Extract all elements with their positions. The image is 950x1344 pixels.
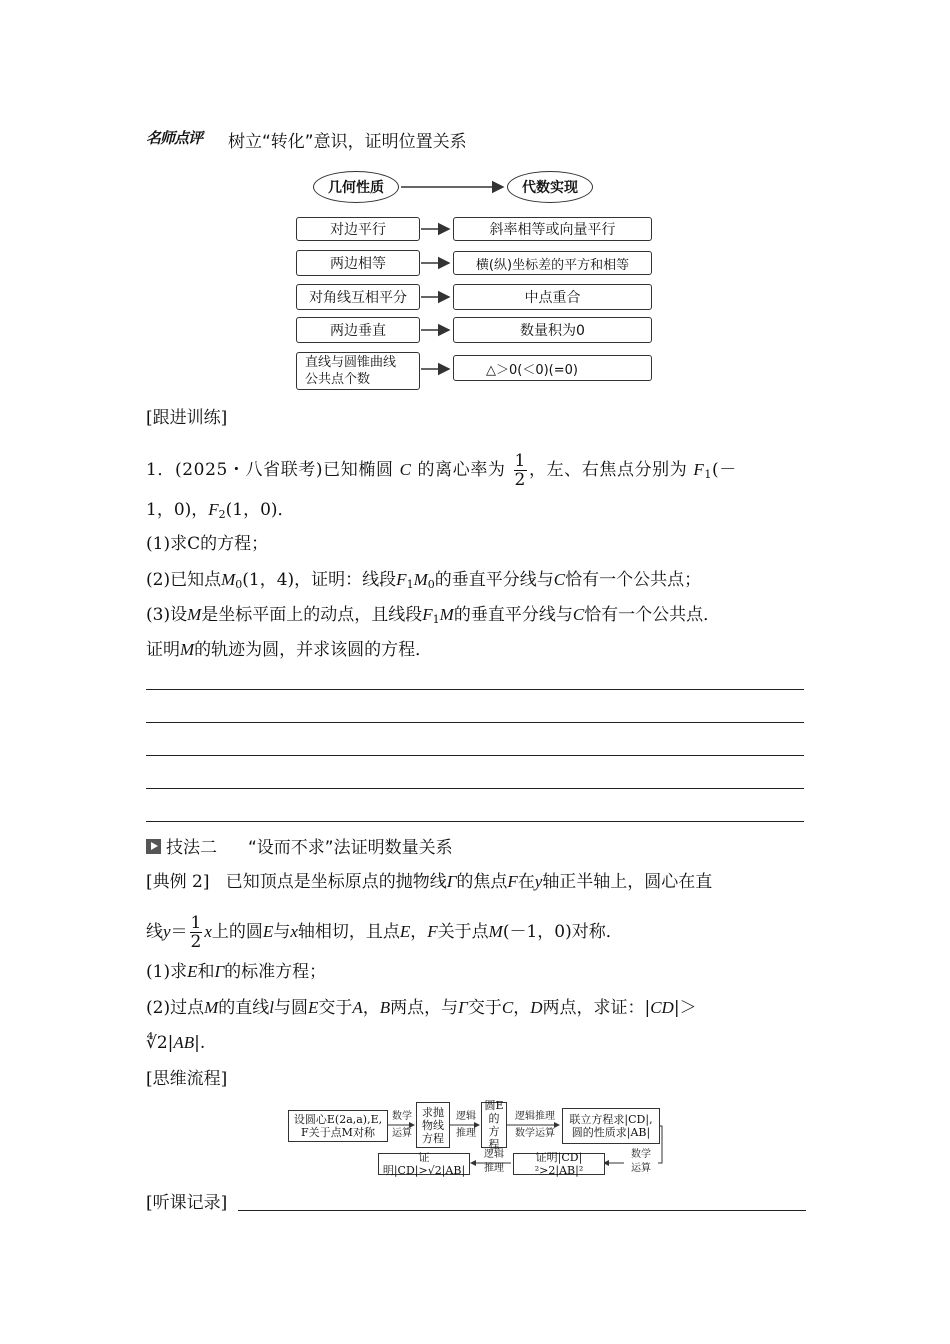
flow-step-parabola: 求抛物线方程 (416, 1102, 450, 1148)
eccentricity-fraction: $\frac{1}{2}$ (514, 451, 526, 490)
row4-left: 两边垂直 (296, 317, 420, 343)
question-1-part3-line2: 证明M的轨迹为圆，并求该圆的方程． (146, 640, 433, 660)
row2-right: 横(纵)坐标差的平方和相等 (453, 251, 652, 275)
flow-step-cd-ab: 联立方程求|CD|, 圆的性质求|AB| (562, 1108, 660, 1144)
row1-left: 对边平行 (296, 217, 420, 241)
question-1-part1: (1)求C的方程； (146, 534, 269, 554)
example-part2: (2)过点M的直线l与圆E交于A，B两点，与Γ交于C，D两点，求证：|CD|＞ (146, 998, 697, 1018)
slope-fraction: $\frac{1}{2}$ (190, 913, 202, 952)
example-part2-line2: ∜2|AB|. (146, 1033, 206, 1053)
property-diagram (295, 167, 655, 395)
flow-heading: [思维流程] (146, 1069, 228, 1089)
example-part1: (1)求E和Γ的标准方程； (146, 962, 327, 982)
answer-line[interactable] (146, 788, 804, 789)
answer-line[interactable] (146, 821, 804, 822)
question-1-line2: 1，0)，$F_2(1$，0)． (146, 500, 295, 521)
practice-heading: [跟进训练] (146, 408, 228, 428)
commentary-badge: 名师点评 (146, 129, 203, 147)
notes-label: [听课记录] (146, 1193, 228, 1213)
flow-step-center: 设圆心E(2a,a),E, F关于点M对称 (288, 1110, 388, 1142)
flow-label-2: 逻辑 推理 (456, 1111, 476, 1139)
example-line1: [典例 2] 已知顶点是坐标原点的抛物线Γ的焦点F在y轴正半轴上，圆心在直 (146, 872, 713, 892)
example-line2: 线y＝ $\frac{1}{2}$ x上的圆E与x轴相切，且点E，F关于点M(－1，0)对称． (146, 913, 623, 952)
row4-right: 数量积为0 (453, 317, 652, 343)
thinking-flow-diagram (286, 1100, 666, 1182)
method-title: “设而不求”法证明数量关系 (248, 838, 453, 858)
question-1-part2: (2)已知点$M_0(1$，4)，证明：线段$F_1M_0$的垂直平分线与C恰有一个公共点； (146, 570, 702, 591)
row3-right: 中点重合 (453, 284, 652, 310)
notes-line[interactable] (238, 1210, 806, 1211)
algebraic-head: 代数实现 (522, 180, 578, 196)
row1-right: 斜率相等或向量平行 (453, 217, 652, 241)
commentary-title: 树立“转化”意识，证明位置关系 (228, 132, 467, 152)
question-1-line1: 1．(2025・八省联考)已知椭圆 C 的离心率为 $\frac{1}{2}$ ，左、右焦点分别为 $F_1(-$ (146, 451, 737, 490)
answer-line[interactable] (146, 755, 804, 756)
answer-line[interactable] (146, 689, 804, 690)
play-icon (146, 839, 161, 854)
flow-label-1: 数学 运算 (392, 1111, 412, 1139)
row5-right: △＞0(＜0)(=0) (453, 355, 652, 381)
row5-left: 直线与圆锥曲线 公共点个数 (296, 352, 420, 390)
flow-label-4: 数学 运算 (631, 1149, 651, 1174)
row3-left: 对角线互相平分 (296, 284, 420, 310)
method-label: 技法二 (166, 838, 217, 858)
row2-left: 两边相等 (296, 250, 420, 276)
flow-step-conclusion: 证明|CD|>√2|AB| (378, 1153, 470, 1175)
question-1-part3: (3)设M是坐标平面上的动点，且线段$F_1M$的垂直平分线与C恰有一个公共点． (146, 605, 721, 626)
flow-step-square: 证明|CD|²>2|AB|² (513, 1153, 605, 1175)
answer-line[interactable] (146, 722, 804, 723)
flow-step-circle: 圆E的方程 (481, 1102, 507, 1148)
geometric-head: 几何性质 (328, 180, 384, 196)
flow-label-5: 逻辑 推理 (484, 1149, 504, 1174)
flow-label-3: 逻辑推理 数学运算 (515, 1111, 555, 1139)
